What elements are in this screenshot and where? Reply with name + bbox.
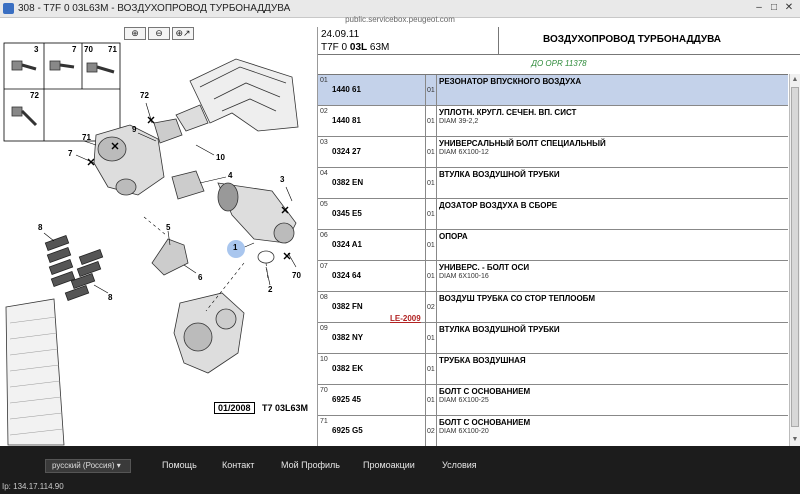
part-description: ВТУЛКА ВОЗДУШНОЙ ТРУБКИ xyxy=(439,325,560,334)
part-number: 0382 EK xyxy=(332,364,364,373)
quantity: 01 xyxy=(427,397,435,404)
part-number: 0324 A1 xyxy=(332,240,362,249)
part-spec: DIAM 6X100-16 xyxy=(439,273,489,280)
row-index: 05 xyxy=(320,201,328,208)
exploded-view-drawing xyxy=(0,27,318,446)
callout-6[interactable]: 6 xyxy=(198,273,203,282)
main-content xyxy=(0,27,800,446)
callout-72[interactable]: 72 xyxy=(140,91,149,100)
profile-link[interactable]: Мой Профиль xyxy=(281,460,340,470)
quantity: 01 xyxy=(427,118,435,125)
diagram-code: T7 03L63M xyxy=(262,403,309,413)
part-description: БОЛТ С ОСНОВАНИЕМ xyxy=(439,387,531,396)
column-divider xyxy=(436,106,437,137)
window-title: 308 - T7F 0 03L63M - ВОЗДУХОПРОВОД ТУРБОНАДДУВА xyxy=(18,3,291,14)
column-divider xyxy=(425,292,426,323)
terms-link[interactable]: Условия xyxy=(442,460,477,470)
row-index: 07 xyxy=(320,263,328,270)
callout-2[interactable]: 2 xyxy=(268,285,273,294)
parts-diagram[interactable] xyxy=(0,27,318,446)
maximize-icon[interactable]: □ xyxy=(770,2,778,13)
part-number: 0324 64 xyxy=(332,271,361,280)
fastener-inset xyxy=(4,43,120,141)
column-divider xyxy=(436,292,437,323)
table-row[interactable] xyxy=(318,168,788,199)
inset-label[interactable]: 71 xyxy=(108,45,117,54)
callout-70[interactable]: 70 xyxy=(292,271,301,280)
callout-3[interactable]: 3 xyxy=(280,175,285,184)
page-title: ВОЗДУХОПРОВОД ТУРБОНАДДУВА xyxy=(543,34,722,45)
column-divider xyxy=(436,354,437,385)
table-row[interactable] xyxy=(318,354,788,385)
quantity: 02 xyxy=(427,428,435,435)
parts-table xyxy=(318,74,788,446)
row-index: 10 xyxy=(320,356,328,363)
quantity: 01 xyxy=(427,242,435,249)
part-description: ОПОРА xyxy=(439,232,468,241)
language-select[interactable]: русский (Россия) ▾ xyxy=(45,459,131,473)
callout-1[interactable]: 1 xyxy=(233,243,238,252)
table-row[interactable] xyxy=(318,75,788,106)
column-divider xyxy=(425,323,426,354)
panel-header xyxy=(318,27,800,55)
table-row[interactable] xyxy=(318,292,788,323)
part-number: 0324 27 xyxy=(332,147,361,156)
part-description: ТРУБКА ВОЗДУШНАЯ xyxy=(439,356,526,365)
diagram-date: 01/2008 xyxy=(214,402,255,414)
part-description: УНИВЕРС. - БОЛТ ОСИ xyxy=(439,263,530,272)
part-description: БОЛТ С ОСНОВАНИЕМ xyxy=(439,418,531,427)
row-index: 06 xyxy=(320,232,328,239)
row-index: 03 xyxy=(320,139,328,146)
table-row[interactable] xyxy=(318,261,788,292)
column-divider xyxy=(436,168,437,199)
column-divider xyxy=(425,75,426,106)
title-bar xyxy=(0,0,800,24)
quantity: 01 xyxy=(427,335,435,342)
table-row[interactable] xyxy=(318,137,788,168)
column-divider xyxy=(425,385,426,416)
parts-panel xyxy=(318,27,800,446)
row-index: 08 xyxy=(320,294,328,301)
inset-label[interactable]: 72 xyxy=(30,91,39,100)
column-divider xyxy=(436,416,437,446)
part-description: ВОЗДУШ ТРУБКА СО СТОР ТЕПЛООБМ xyxy=(439,294,596,303)
row-index: 01 xyxy=(320,77,328,84)
close-icon[interactable]: ✕ xyxy=(784,2,794,13)
page-url: public.servicebox.peugeot.com xyxy=(345,15,455,24)
column-divider xyxy=(425,168,426,199)
quantity: 01 xyxy=(427,211,435,218)
row-index: 09 xyxy=(320,325,328,332)
column-divider xyxy=(425,137,426,168)
part-spec: DIAM 39-2,2 xyxy=(439,118,479,125)
part-spec: DIAM 6X100-20 xyxy=(439,428,489,435)
column-divider xyxy=(436,75,437,106)
column-divider xyxy=(436,230,437,261)
inset-label[interactable]: 3 xyxy=(34,45,39,54)
column-divider xyxy=(425,106,426,137)
scroll-up-icon[interactable]: ▲ xyxy=(791,76,799,83)
column-divider xyxy=(436,199,437,230)
scroll-thumb[interactable] xyxy=(791,87,799,427)
quantity: 01 xyxy=(427,87,435,94)
inset-label[interactable]: 7 xyxy=(72,45,77,54)
callout-7[interactable]: 7 xyxy=(68,149,73,158)
part-description: УНИВЕРСАЛЬНЫЙ БОЛТ СПЕЦИАЛЬНЫЙ xyxy=(439,139,606,148)
callout-10[interactable]: 10 xyxy=(216,153,225,162)
inset-label[interactable]: 70 xyxy=(84,45,93,54)
column-divider xyxy=(425,354,426,385)
column-divider xyxy=(436,323,437,354)
column-divider xyxy=(436,385,437,416)
quantity: 01 xyxy=(427,149,435,156)
part-spec: DIAM 6X100-12 xyxy=(439,149,489,156)
scroll-down-icon[interactable]: ▼ xyxy=(791,436,799,443)
minimize-icon[interactable]: – xyxy=(756,2,762,13)
quantity: 01 xyxy=(427,366,435,373)
part-spec: DIAM 6X100-25 xyxy=(439,397,489,404)
promotions-link[interactable]: Промоакции xyxy=(363,460,415,470)
table-row[interactable] xyxy=(318,323,788,354)
part-number: 1440 61 xyxy=(332,85,361,94)
column-divider xyxy=(436,261,437,292)
table-row[interactable] xyxy=(318,416,788,446)
quantity: 01 xyxy=(427,180,435,187)
row-index: 04 xyxy=(320,170,328,177)
callout-8[interactable]: 8 xyxy=(38,223,43,232)
table-row[interactable] xyxy=(318,106,788,137)
row-index: 02 xyxy=(320,108,328,115)
part-description: РЕЗОНАТОР ВПУСКНОГО ВОЗДУХА xyxy=(439,77,582,86)
quantity: 02 xyxy=(427,304,435,311)
column-divider xyxy=(425,416,426,446)
part-description: УПЛОТН. КРУГЛ. СЕЧЕН. ВП. СИСТ xyxy=(439,108,577,117)
callout-5[interactable]: 5 xyxy=(166,223,171,232)
column-divider xyxy=(425,199,426,230)
header-code: T7F 0 03L 63M xyxy=(321,42,390,53)
part-number: 0382 EN xyxy=(332,178,364,187)
column-divider xyxy=(436,137,437,168)
contact-link[interactable]: Контакт xyxy=(222,460,255,470)
table-row[interactable] xyxy=(318,385,788,416)
quantity: 01 xyxy=(427,273,435,280)
zoom-fit-icon[interactable]: ⊕↗ xyxy=(172,27,194,40)
footer-bar xyxy=(0,446,800,494)
opr-note: ДО OPR 11378 xyxy=(531,59,587,68)
row-index: 70 xyxy=(320,387,328,394)
callout-9[interactable]: 9 xyxy=(132,125,137,134)
validity-link[interactable]: LE-2009 xyxy=(390,314,421,323)
part-number: 0345 E5 xyxy=(332,209,362,218)
part-number: 6925 45 xyxy=(332,395,361,404)
callout-8[interactable]: 8 xyxy=(108,293,113,302)
help-link[interactable]: Помощь xyxy=(162,460,197,470)
column-divider xyxy=(425,230,426,261)
ip-address: Ip: 134.17.114.90 xyxy=(2,482,64,491)
callout-4[interactable]: 4 xyxy=(228,171,233,180)
table-row[interactable] xyxy=(318,230,788,261)
app-icon xyxy=(3,3,14,14)
callout-71[interactable]: 71 xyxy=(82,133,91,142)
header-date: 24.09.11 xyxy=(321,29,360,40)
part-description: ВТУЛКА ВОЗДУШНОЙ ТРУБКИ xyxy=(439,170,560,179)
zoom-in-icon[interactable]: ⊕ xyxy=(124,27,146,40)
part-number: 0382 NY xyxy=(332,333,364,342)
row-index: 71 xyxy=(320,418,328,425)
scrollbar[interactable] xyxy=(789,74,800,446)
column-divider xyxy=(425,261,426,292)
part-description: ДОЗАТОР ВОЗДУХА В СБОРЕ xyxy=(439,201,558,210)
zoom-out-icon[interactable]: ⊖ xyxy=(148,27,170,40)
part-number: 0382 FN xyxy=(332,302,363,311)
part-number: 6925 G5 xyxy=(332,426,363,435)
table-row[interactable] xyxy=(318,199,788,230)
part-number: 1440 81 xyxy=(332,116,361,125)
